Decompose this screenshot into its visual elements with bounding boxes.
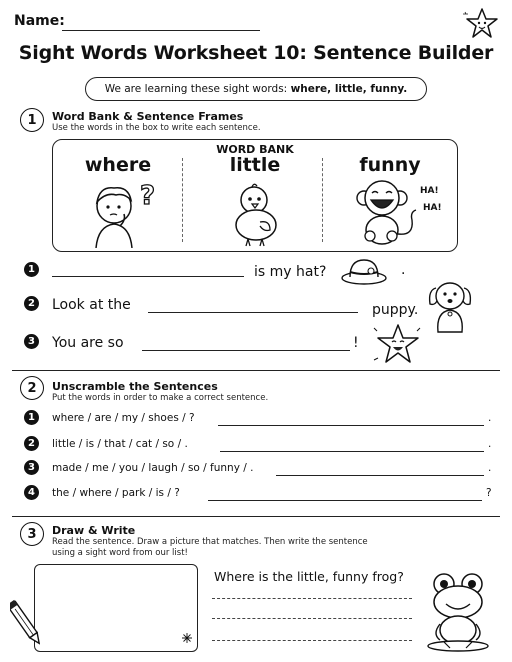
write-line-1[interactable] <box>212 598 412 599</box>
section-1-instruction: Use the words in the box to write each sentence. <box>52 123 261 133</box>
section-3-instruction-1: Read the sentence. Draw a picture that matches. Then write the sentence <box>52 537 368 547</box>
frame-2-before: Look at the <box>52 297 131 313</box>
section-3-number: 3 <box>20 522 44 546</box>
monkey-laugh-1: HA! <box>420 186 439 196</box>
section-2-number: 2 <box>20 376 44 400</box>
section-1-title: Word Bank & Sentence Frames <box>52 110 244 123</box>
unscramble-4-end: ? <box>486 487 492 499</box>
frame-3-before: You are so <box>52 335 124 351</box>
frame-1-answer-line[interactable] <box>52 276 244 277</box>
section-1-number: 1 <box>20 108 44 132</box>
frame-2-number: 2 <box>24 296 39 311</box>
frame-2-after: puppy. <box>372 302 419 318</box>
frame-3-answer-line[interactable] <box>142 350 350 351</box>
frame-1-end: . <box>401 262 406 278</box>
write-line-2[interactable] <box>212 618 412 619</box>
drawing-box[interactable] <box>34 564 198 652</box>
page-title: Sight Words Worksheet 10: Sentence Builder <box>18 42 494 64</box>
star-icon <box>462 6 502 40</box>
unscramble-3-text: made / me / you / laugh / so / funny / . <box>52 462 254 474</box>
unscramble-3-answer-line[interactable] <box>276 475 484 476</box>
frame-3-number: 3 <box>24 334 39 349</box>
frame-1-number: 1 <box>24 262 39 277</box>
puppy-icon <box>426 276 474 334</box>
section-2-title: Unscramble the Sentences <box>52 380 218 393</box>
unscramble-1-end: . <box>488 412 492 424</box>
smiling-star-icon <box>372 322 424 368</box>
word-bank-divider-2 <box>322 158 323 242</box>
unscramble-2-text: little / is / that / cat / so / . <box>52 438 188 450</box>
name-line[interactable] <box>62 30 260 31</box>
laughing-monkey-icon <box>352 176 422 248</box>
unscramble-1-number: 1 <box>24 410 39 425</box>
frame-2-answer-line[interactable] <box>148 312 358 313</box>
unscramble-2-end: . <box>488 438 492 450</box>
section-divider-2 <box>12 516 500 517</box>
hat-icon <box>340 256 388 286</box>
learning-words: where, little, funny. <box>290 83 408 95</box>
unscramble-3-number: 3 <box>24 460 39 475</box>
word-where: where <box>84 154 152 176</box>
unscramble-2-answer-line[interactable] <box>220 451 484 452</box>
frame-3-after: ! <box>353 335 359 351</box>
word-bank-label: WORD BANK <box>216 143 294 156</box>
unscramble-4-answer-line[interactable] <box>208 500 482 501</box>
frame-1-after: is my hat? <box>254 264 327 280</box>
draw-write-sentence: Where is the little, funny frog? <box>214 569 404 584</box>
word-funny: funny <box>359 154 421 176</box>
word-little: little <box>229 154 281 176</box>
chick-icon <box>226 180 286 248</box>
section-divider-1 <box>12 370 500 371</box>
frog-icon <box>422 568 494 652</box>
section-3-instruction-2: using a sight word from our list! <box>52 548 188 558</box>
unscramble-4-text: the / where / park / is / ? <box>52 487 180 499</box>
unscramble-1-text: where / are / my / shoes / ? <box>52 412 195 424</box>
pencil-icon <box>10 598 40 650</box>
learning-prefix: We are learning these sight words: <box>104 83 288 95</box>
section-3-title: Draw & Write <box>52 524 136 537</box>
thinking-boy-icon <box>84 176 164 248</box>
write-line-3[interactable] <box>212 640 412 641</box>
section-2-instruction: Put the words in order to make a correct sentence. <box>52 393 269 403</box>
word-bank-divider-1 <box>182 158 183 242</box>
sparkle-icon <box>181 632 193 644</box>
learning-banner <box>85 77 427 101</box>
name-label: Name: <box>14 13 65 29</box>
unscramble-1-answer-line[interactable] <box>218 425 484 426</box>
svg-text:?: ? <box>140 181 156 211</box>
monkey-laugh-2: HA! <box>423 203 442 213</box>
unscramble-3-end: . <box>488 462 492 474</box>
unscramble-4-number: 4 <box>24 485 39 500</box>
unscramble-2-number: 2 <box>24 436 39 451</box>
